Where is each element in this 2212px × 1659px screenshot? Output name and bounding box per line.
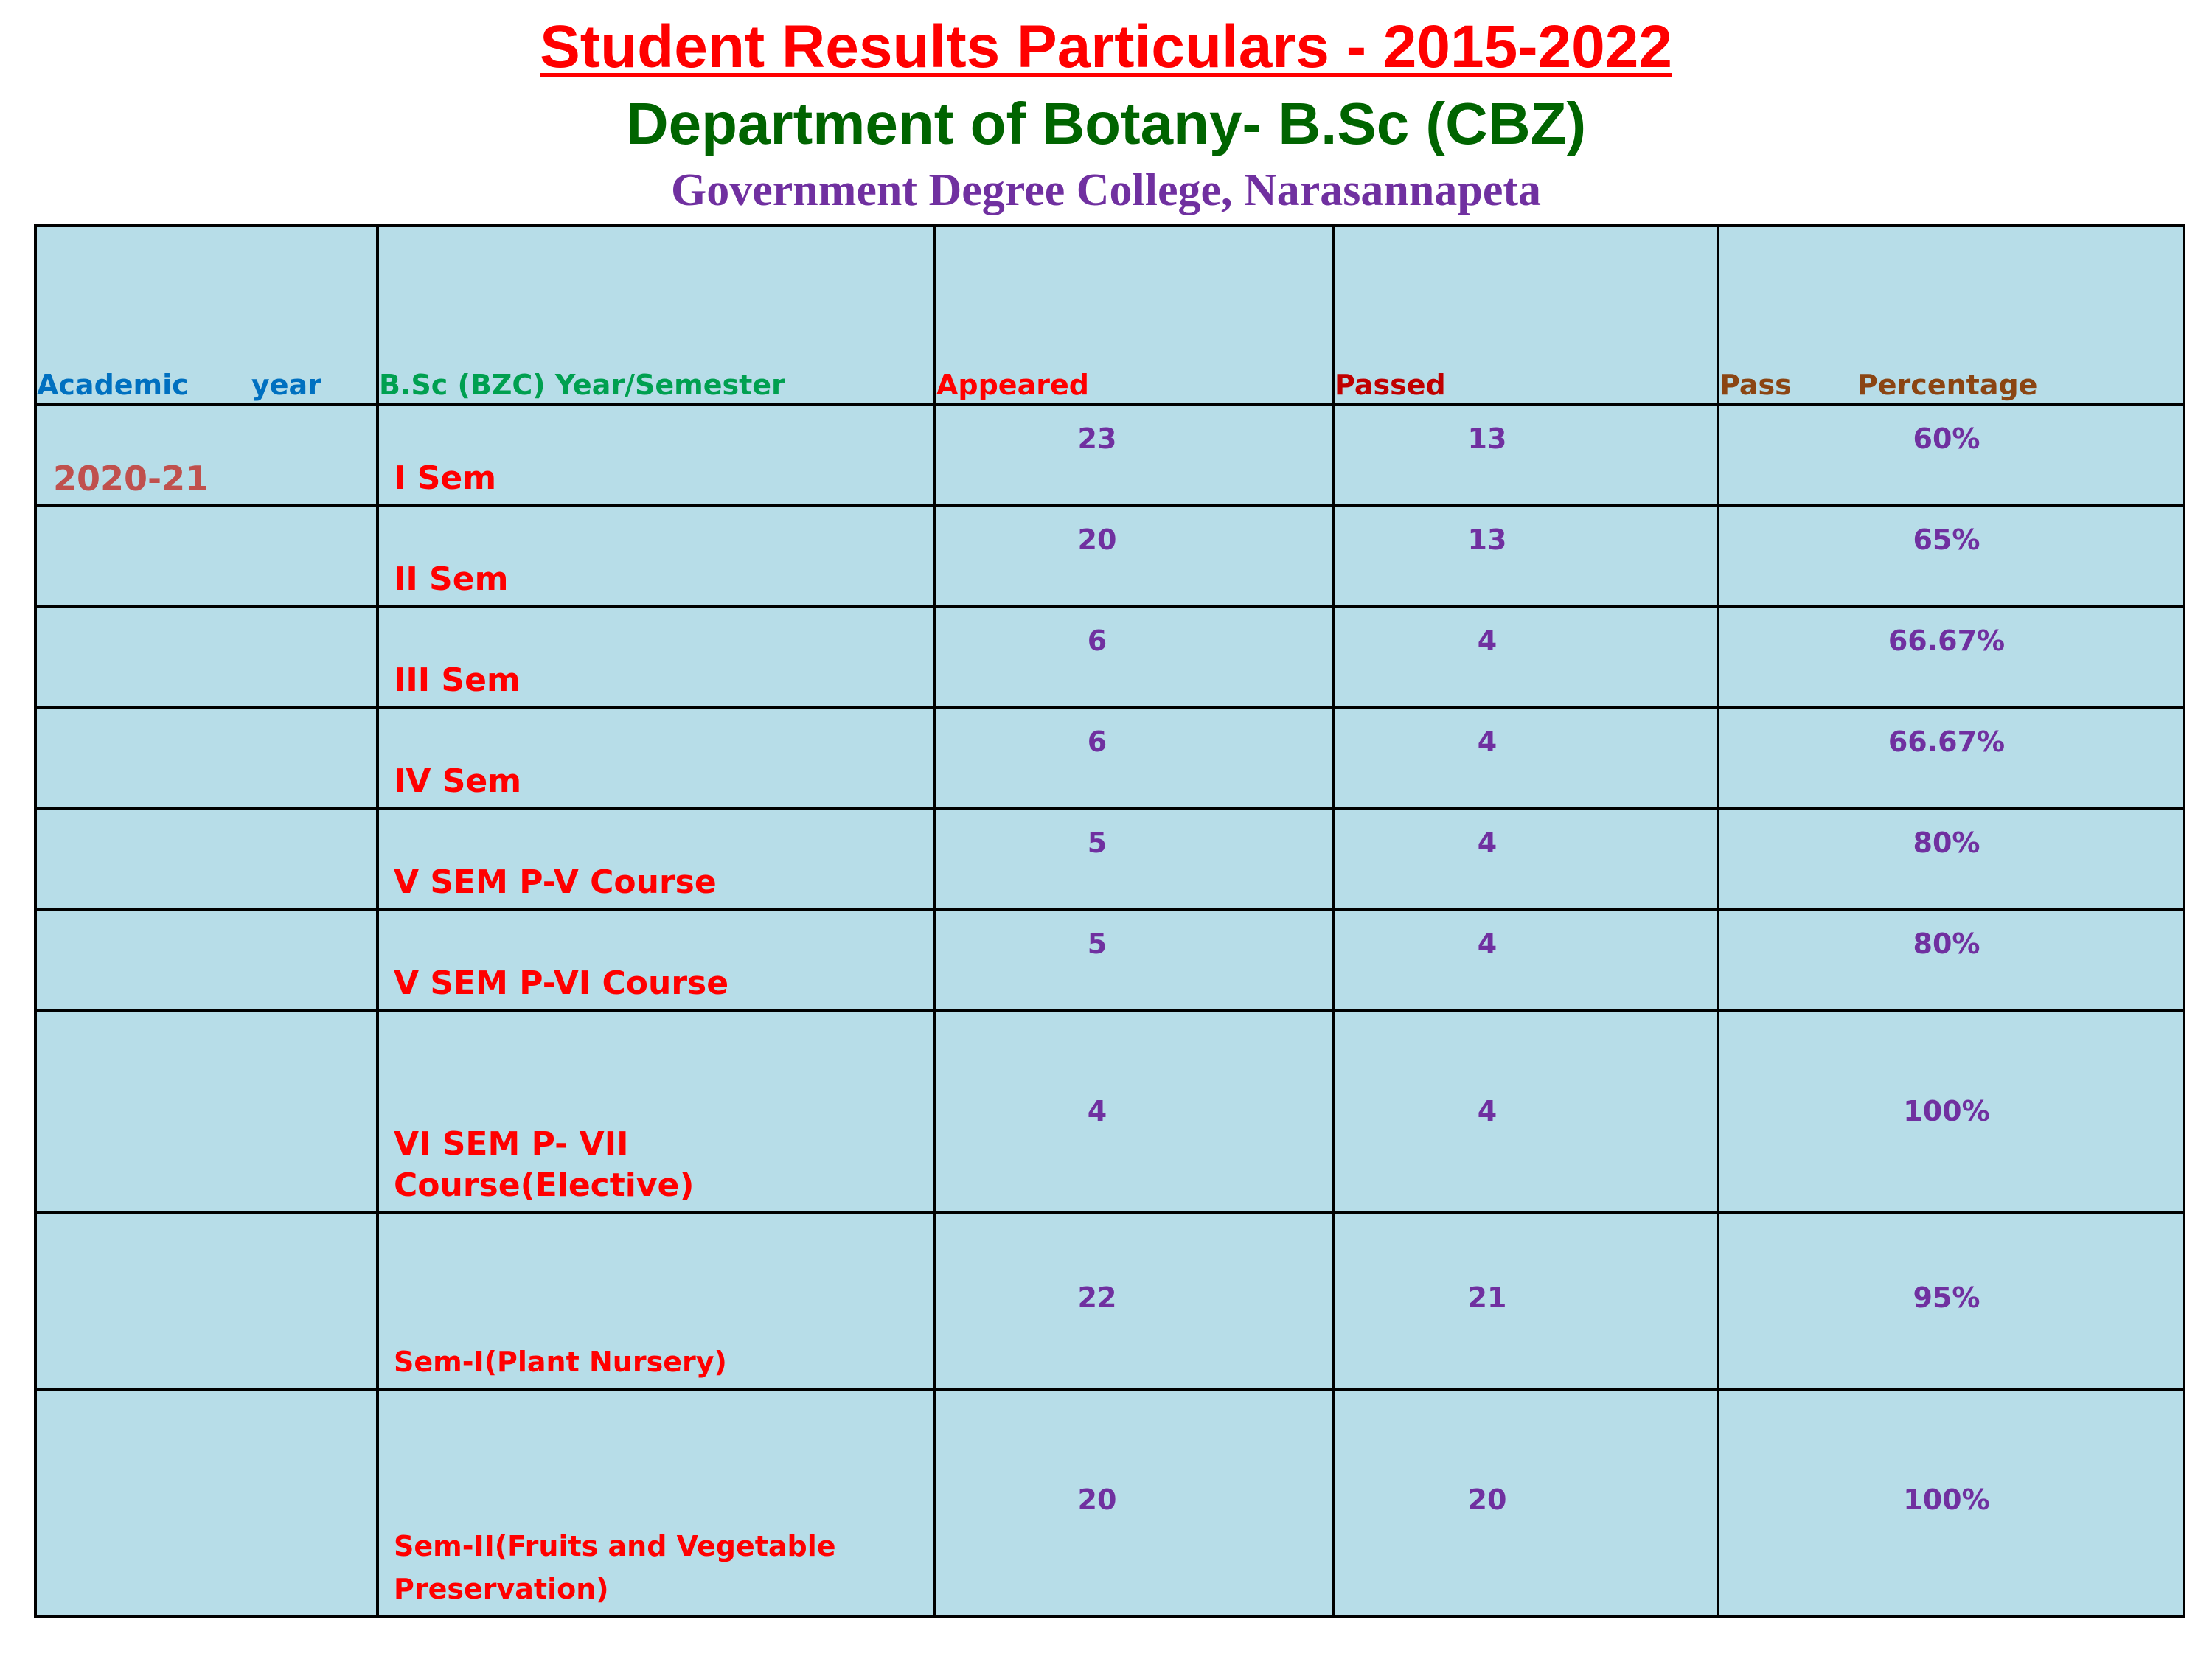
cell-pass-percentage: 60% (1718, 404, 2184, 505)
cell-passed: 13 (1333, 505, 1718, 606)
cell-passed: 13 (1333, 404, 1718, 505)
table-header-row (35, 226, 2184, 404)
cell-passed: 4 (1333, 808, 1718, 909)
cell-passed: 20 (1333, 1389, 1718, 1616)
cell-semester: II Sem (378, 505, 935, 606)
column-header-academic-year: Academic year (35, 226, 378, 404)
table-row (35, 505, 2184, 606)
cell-semester: Sem-II(Fruits and Vegetable Preservation) (378, 1389, 935, 1616)
page-title: Student Results Particulars - 2015-2022 (540, 13, 1672, 80)
cell-pass-percentage: 95% (1718, 1212, 2184, 1389)
cell-passed: 4 (1333, 606, 1718, 707)
table-row (35, 707, 2184, 808)
cell-pass-percentage: 80% (1718, 909, 2184, 1010)
cell-academic-year (35, 505, 378, 606)
cell-academic-year: 2020-21 (35, 404, 378, 505)
cell-appeared: 4 (935, 1010, 1333, 1212)
cell-academic-year (35, 909, 378, 1010)
column-header-pass-percentage: Pass Percentage (1718, 226, 2184, 404)
table-row (35, 1389, 2184, 1616)
column-header-passed: Passed (1333, 226, 1718, 404)
cell-pass-percentage: 80% (1718, 808, 2184, 909)
cell-passed: 4 (1333, 707, 1718, 808)
cell-pass-percentage: 66.67% (1718, 606, 2184, 707)
cell-passed: 4 (1333, 909, 1718, 1010)
table-row (35, 404, 2184, 505)
column-header-appeared: Appeared (935, 226, 1333, 404)
cell-semester: Sem-I(Plant Nursery) (378, 1212, 935, 1389)
table-row (35, 1010, 2184, 1212)
cell-appeared: 20 (935, 505, 1333, 606)
cell-semester: VI SEM P- VII Course(Elective) (378, 1010, 935, 1212)
results-table (34, 224, 2185, 1618)
college-name: Government Degree College, Narasannapeta (670, 165, 1542, 215)
cell-appeared: 22 (935, 1212, 1333, 1389)
cell-semester: I Sem (378, 404, 935, 505)
cell-semester: V SEM P-V Course (378, 808, 935, 909)
cell-academic-year (35, 707, 378, 808)
cell-academic-year (35, 808, 378, 909)
cell-pass-percentage: 66.67% (1718, 707, 2184, 808)
cell-academic-year (35, 1010, 378, 1212)
table-row (35, 1212, 2184, 1389)
cell-academic-year (35, 606, 378, 707)
cell-passed: 4 (1333, 1010, 1718, 1212)
column-header-semester: B.Sc (BZC) Year/Semester (378, 226, 935, 404)
cell-appeared: 6 (935, 707, 1333, 808)
cell-pass-percentage: 100% (1718, 1010, 2184, 1212)
cell-semester: V SEM P-VI Course (378, 909, 935, 1010)
table-row (35, 909, 2184, 1010)
cell-appeared: 5 (935, 909, 1333, 1010)
cell-pass-percentage: 65% (1718, 505, 2184, 606)
cell-appeared: 20 (935, 1389, 1333, 1616)
cell-semester: IV Sem (378, 707, 935, 808)
cell-academic-year (35, 1389, 378, 1616)
cell-appeared: 23 (935, 404, 1333, 505)
cell-academic-year (35, 1212, 378, 1389)
cell-passed: 21 (1333, 1212, 1718, 1389)
cell-semester: III Sem (378, 606, 935, 707)
table-row (35, 606, 2184, 707)
cell-appeared: 6 (935, 606, 1333, 707)
cell-pass-percentage: 100% (1718, 1389, 2184, 1616)
department-title: Department of Botany- B.Sc (CBZ) (625, 91, 1587, 156)
cell-appeared: 5 (935, 808, 1333, 909)
table-row (35, 808, 2184, 909)
